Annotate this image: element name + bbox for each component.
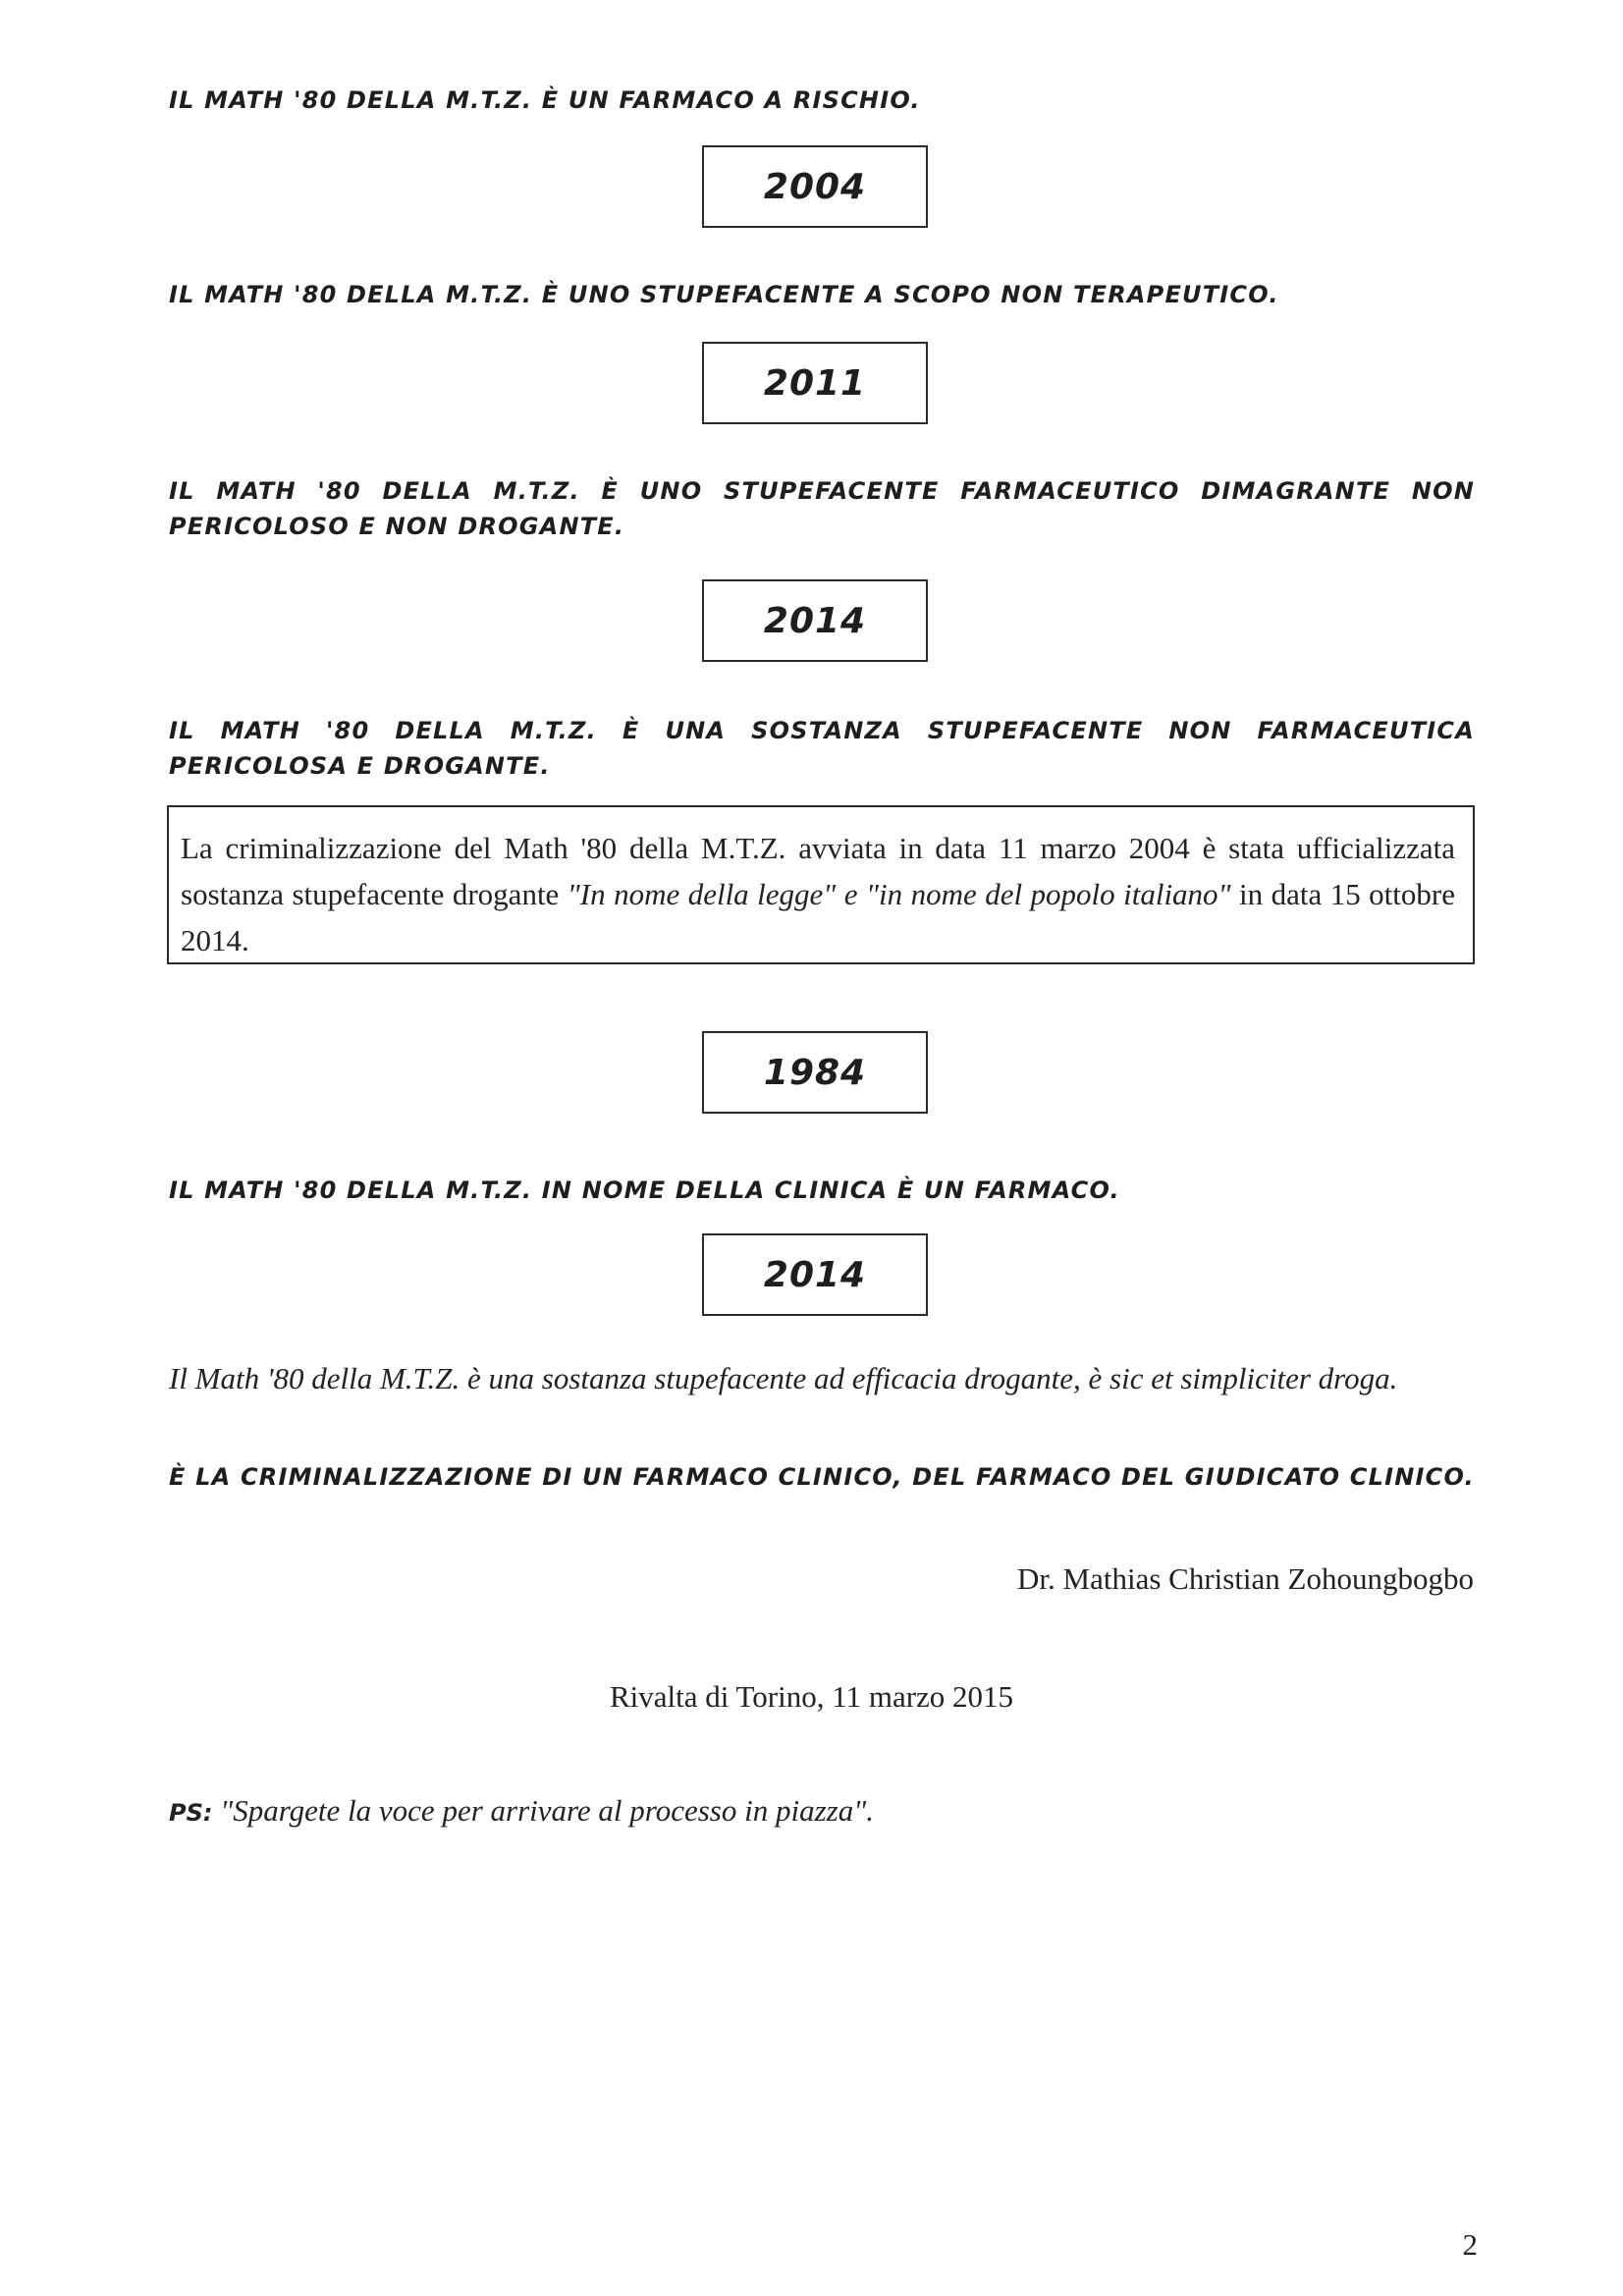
criminalization-note-box	[167, 805, 1475, 964]
year-box-1984: 1984	[702, 1031, 928, 1114]
note-text-part1: La criminalizzazione del Math '80 della M.T.Z. avviata in data 11 marzo 2004 è stata ufficializzata sostanza stupefacente drogante	[181, 831, 1455, 911]
statement-clinical-drug: IL MATH '80 DELLA M.T.Z. IN NOME DELLA CLINICA È UN FARMACO.	[169, 1176, 1120, 1204]
statement-criminalization: È LA CRIMINALIZZAZIONE DI UN FARMACO CLINICO, DEL FARMACO DEL GIUDICATO CLINICO.	[169, 1463, 1475, 1491]
statement-non-therapeutic: IL MATH '80 DELLA M.T.Z. È UNO STUPEFACENTE A SCOPO NON TERAPEUTICO.	[169, 281, 1279, 308]
statement-dangerous: IL MATH '80 DELLA M.T.Z. È UNA SOSTANZA STUPEFACENTE NON FARMACEUTICA PERICOLOSA E DROGANTE.	[169, 717, 1475, 780]
page-number: 2	[1462, 2227, 1478, 2262]
year-box-2014-second: 2014	[702, 1233, 928, 1316]
statement-risk: IL MATH '80 DELLA M.T.Z. È UN FARMACO A RISCHIO.	[169, 86, 921, 114]
place-date: Rivalta di Torino, 11 marzo 2015	[609, 1679, 1014, 1714]
signature: Dr. Mathias Christian Zohoungbogbo	[1017, 1561, 1474, 1596]
conclusion-paragraph: Il Math '80 della M.T.Z. è una sostanza stupefacente ad efficacia drogante, è sic et simpliciter droga.	[169, 1361, 1398, 1395]
year-box-2011: 2011	[702, 342, 928, 424]
ps-text: "Spargete la voce per arrivare al processo in piazza".	[220, 1793, 874, 1828]
postscript	[169, 1793, 874, 1829]
note-quote-popolo: "in nome del popolo italiano"	[865, 877, 1231, 911]
statement-non-dangerous: IL MATH '80 DELLA M.T.Z. È UNO STUPEFACENTE FARMACEUTICO DIMAGRANTE NON PERICOLOSO E NON DROGANTE.	[169, 477, 1475, 540]
note-text-part2: e	[836, 877, 866, 911]
note-quote-legge: "In nome della legge"	[567, 877, 837, 911]
year-box-2004: 2004	[702, 145, 928, 228]
ps-label: PS:	[169, 1799, 213, 1827]
year-box-2014: 2014	[702, 579, 928, 662]
note-text-part3: in data 15 ottobre 2014.	[181, 877, 1455, 957]
